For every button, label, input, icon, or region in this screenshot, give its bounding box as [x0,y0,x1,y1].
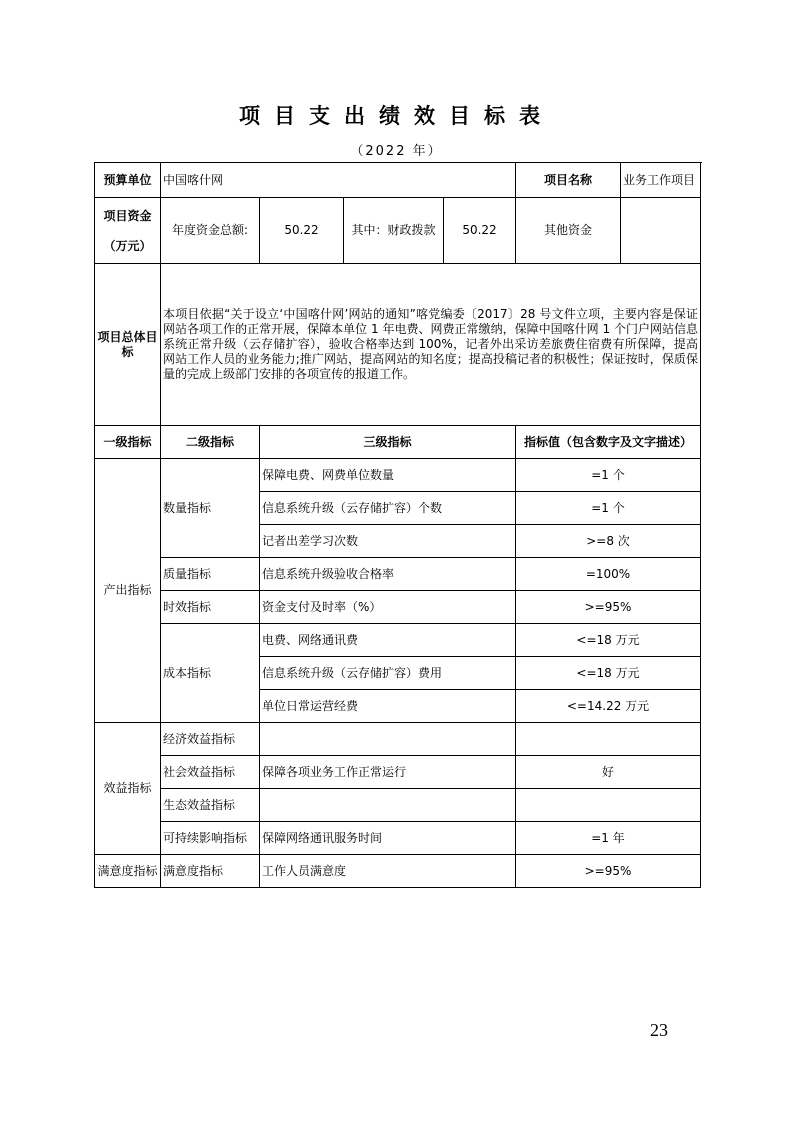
value-cell: <=18 万元 [516,624,701,657]
sub-label-timeliness: 时效指标 [161,591,260,624]
value-cell: >=8 次 [516,525,701,558]
indicator-cell: 信息系统升级（云存储扩容）费用 [260,657,516,690]
sub-label-satisfaction: 满意度指标 [161,855,260,888]
other-funds-value [621,198,701,264]
column-header: 一级指标 [95,426,161,459]
sub-label-ecological: 生态效益指标 [161,789,260,822]
indicator-cell: 资金支付及时率（%） [260,591,516,624]
group-label-output: 产出指标 [95,459,161,723]
indicator-cell [260,789,516,822]
value-cell [516,789,701,822]
table-header-row [95,426,701,459]
table-row [95,198,701,264]
column-header: 三级指标 [260,426,516,459]
indicator-cell: 保障各项业务工作正常运行 [260,756,516,789]
indicator-cell: 电费、网络通讯费 [260,624,516,657]
sub-label-economic: 经济效益指标 [161,723,260,756]
table-row [95,822,701,855]
table-row [95,459,701,492]
goal-label: 项目总体目标 [95,264,161,426]
value-cell: <=14.22 万元 [516,690,701,723]
table-row [95,558,701,591]
table-row [95,855,701,888]
value-cell [516,723,701,756]
group-label-benefit: 效益指标 [95,723,161,855]
indicator-cell: 保障电费、网费单位数量 [260,459,516,492]
value-cell: =1 个 [516,459,701,492]
value-cell: =1 年 [516,822,701,855]
project-name-value: 业务工作项目 [621,163,701,198]
column-header: 指标值（包含数字及文字描述） [516,426,701,459]
fiscal-funds-value: 50.22 [444,198,516,264]
sub-label-social: 社会效益指标 [161,756,260,789]
indicator-cell: 保障网络通讯服务时间 [260,822,516,855]
indicator-cell: 单位日常运营经费 [260,690,516,723]
sub-label-cost: 成本指标 [161,624,260,723]
other-funds-label: 其他资金 [516,198,621,264]
table-row [95,789,701,822]
total-funds-value: 50.22 [260,198,344,264]
column-header: 二级指标 [161,426,260,459]
sub-label-sustainable: 可持续影响指标 [161,822,260,855]
goal-text: 本项目依据“关于设立‘中国喀什网’网站的通知”喀党编委〔2017〕28 号文件立项，主要内容是保证网站各项工作的正常开展，保障本单位 1 年电费、网费正常缴纳，保障中国喀什网 1 个门户网站信息系统正常升级（云存储扩容），验收合格率达到 100%，记者外出采访差旅费住宿费有所保障，提高网站工作人员的业务能力;推广网站，提高网站的知名度；提高投稿记者的积极性；保证按时，保质保量的完成上级部门安排的各项宣传的报道工作。 [161,264,701,426]
page-title: 项目支出绩效目标表 [239,104,554,128]
indicator-cell [260,723,516,756]
performance-table [94,162,701,888]
project-name-label: 项目名称 [516,163,621,198]
budget-unit-value: 中国喀什网 [161,163,516,198]
sub-label-quantity: 数量指标 [161,459,260,558]
sub-label-quality: 质量指标 [161,558,260,591]
year-subtitle: （2022 年） [350,144,443,159]
value-cell: <=18 万元 [516,657,701,690]
table-row [95,591,701,624]
table-row [95,624,701,657]
value-cell: >=95% [516,855,701,888]
funds-label-line2: （万元） [103,238,152,253]
table-row [95,723,701,756]
value-cell: =100% [516,558,701,591]
total-funds-label: 年度资金总额: [161,198,260,264]
value-cell: >=95% [516,591,701,624]
table-row [95,756,701,789]
fiscal-funds-label: 其中：财政拨款 [344,198,444,264]
table-row [95,163,701,198]
indicator-cell: 信息系统升级验收合格率 [260,558,516,591]
value-cell: =1 个 [516,492,701,525]
budget-unit-label: 预算单位 [95,163,161,198]
value-cell: 好 [516,756,701,789]
indicator-cell: 工作人员满意度 [260,855,516,888]
funds-label [95,198,161,264]
indicator-cell: 信息系统升级（云存储扩容）个数 [260,492,516,525]
funds-label-line1: 项目资金 [103,208,152,223]
group-label-satisfaction: 满意度指标 [95,855,161,888]
table-row [95,264,701,426]
page-number: 23 [650,1020,668,1040]
indicator-cell: 记者出差学习次数 [260,525,516,558]
